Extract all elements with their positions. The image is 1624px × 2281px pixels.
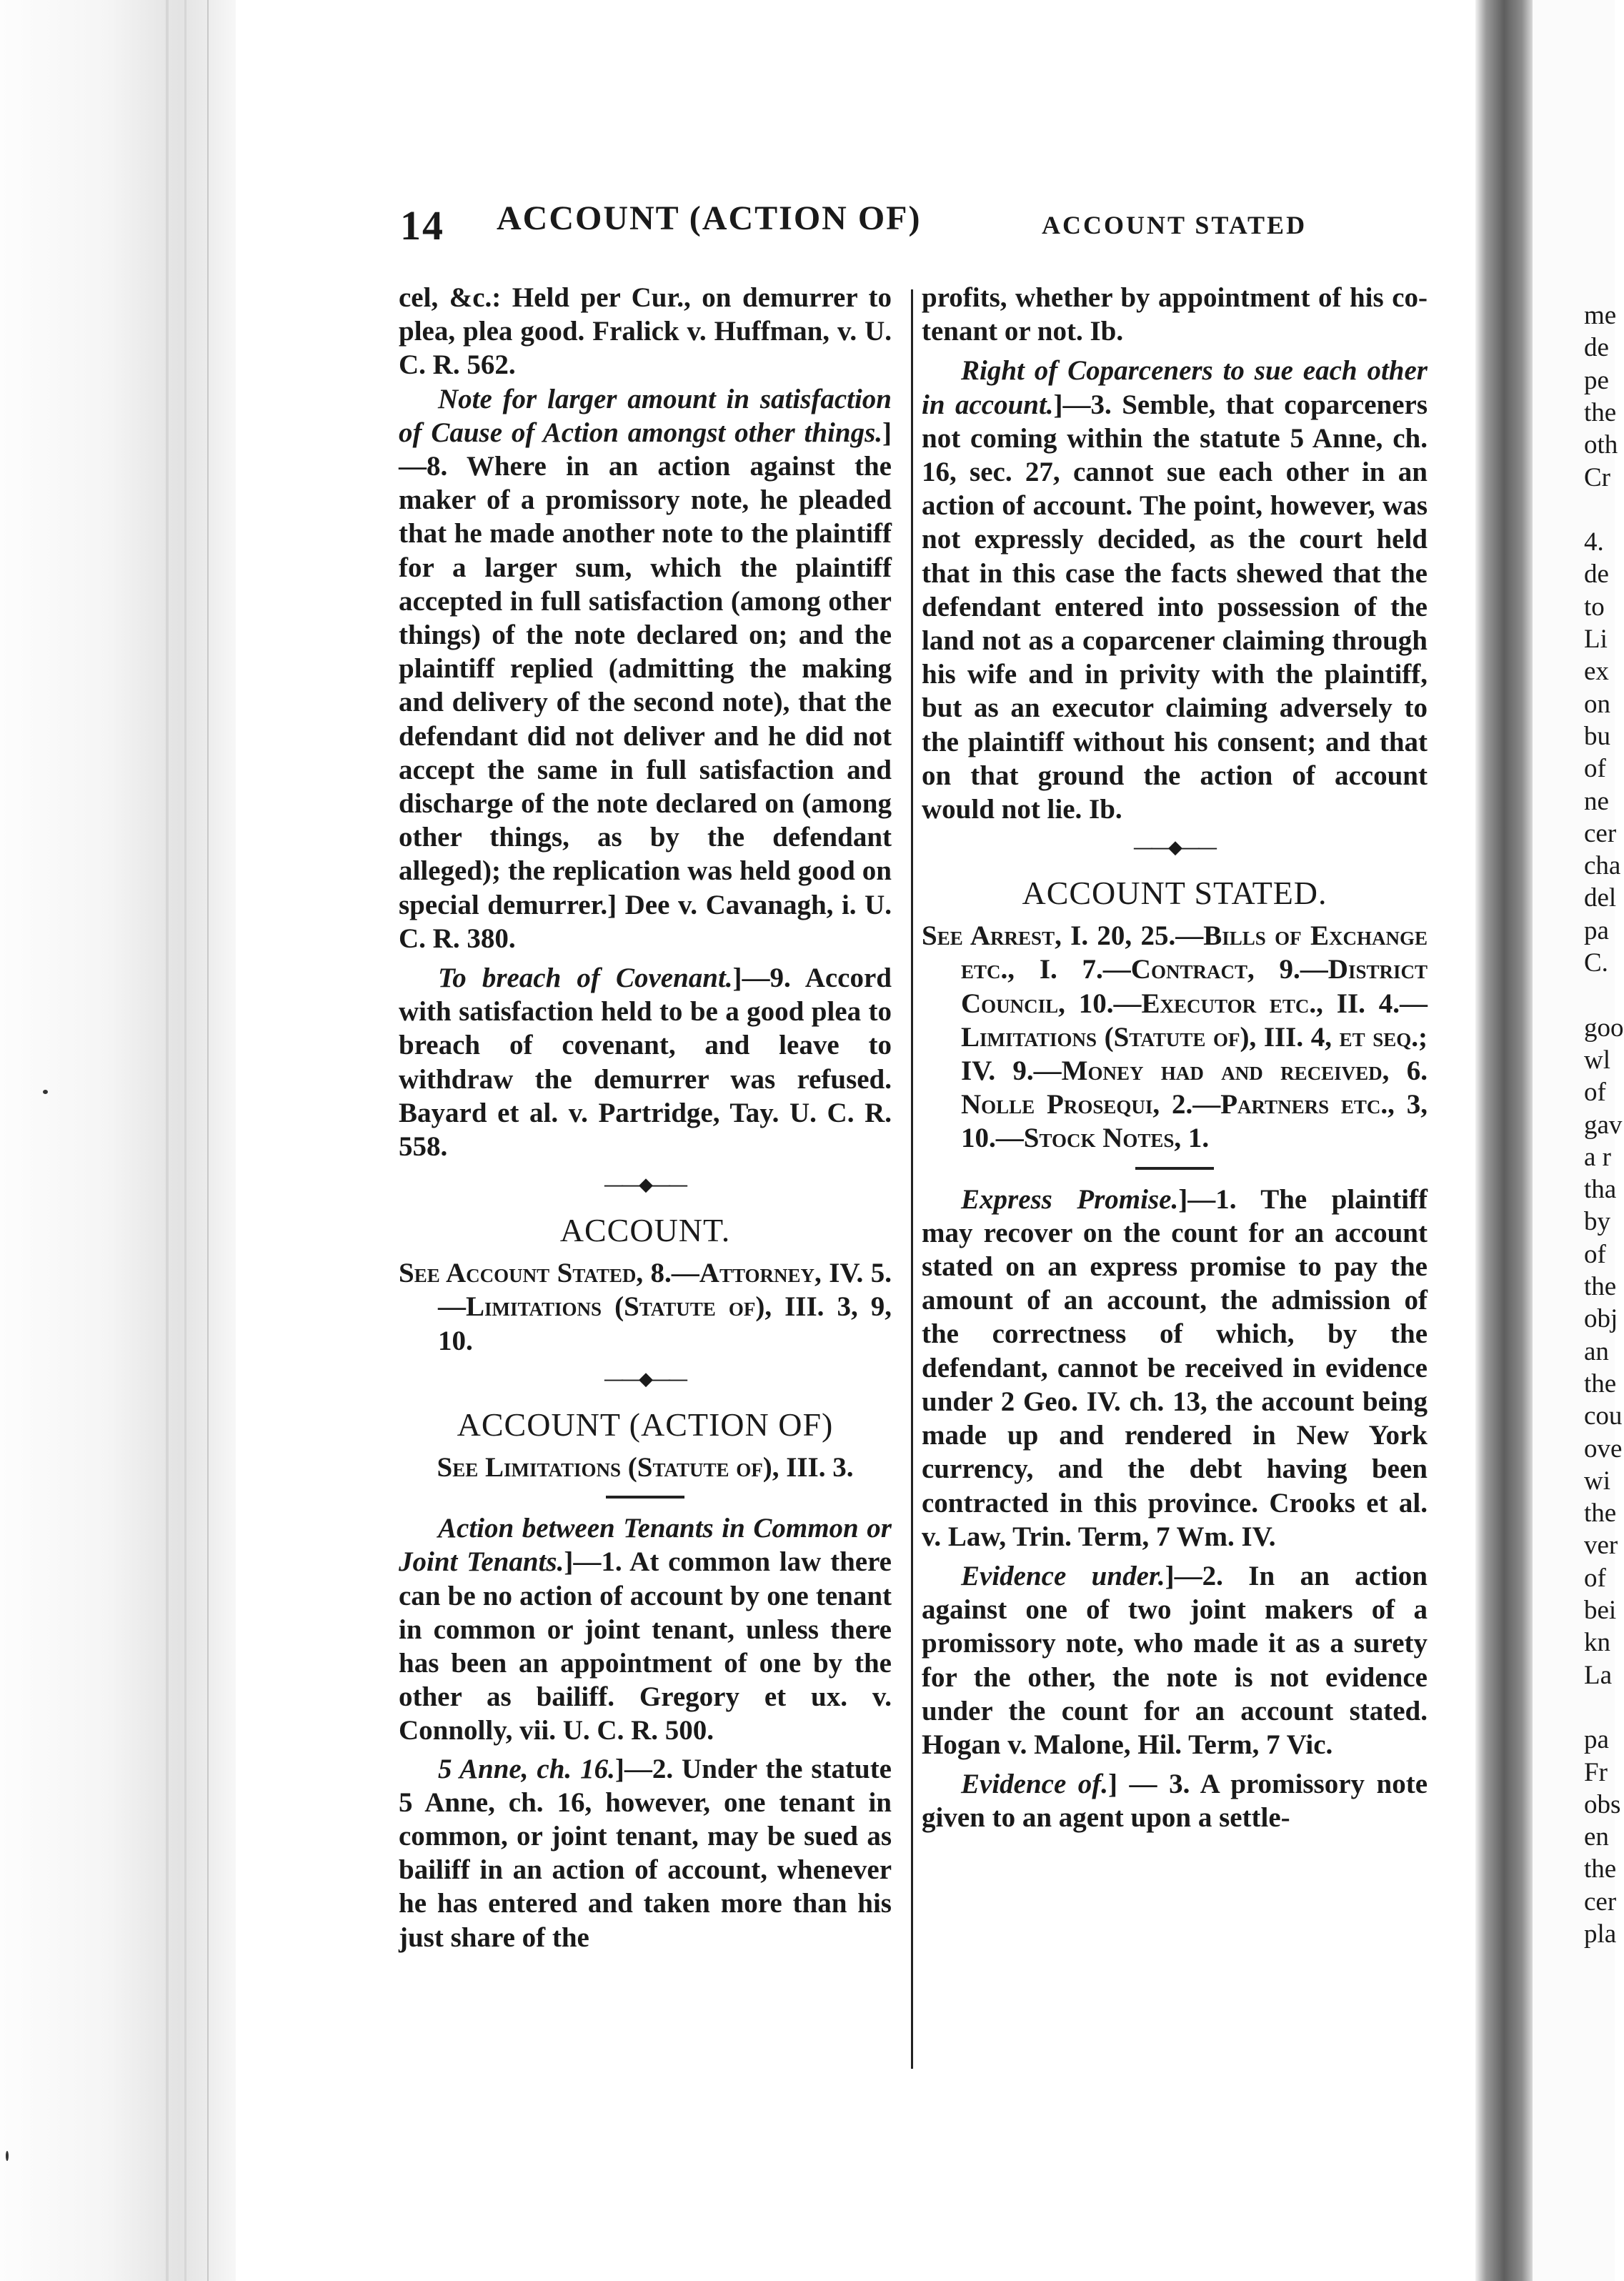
paragraph-express-promise xyxy=(922,1183,1428,1554)
entry-body: ]—1. At common law there can be no action of account by one tenant in common or joint tenant, unless there has been an appointment of one by the other as bailiff. Gregory et ux. v. Connolly, vii. U. C. R. 500. xyxy=(399,1546,892,1746)
facing-page-line: oth xyxy=(1584,430,1618,460)
running-head-right: ACCOUNT STATED xyxy=(1042,211,1307,239)
left-column xyxy=(399,281,892,1954)
facing-page-line: kn xyxy=(1584,1628,1610,1658)
facing-page-line: de xyxy=(1584,333,1609,363)
entry-title: Evidence under. xyxy=(961,1560,1165,1591)
facing-page-line: pla xyxy=(1584,1919,1617,1949)
paragraph-continued: profits, whether by appointment of his co-tenant or not. Ib. xyxy=(922,282,1428,347)
column-divider xyxy=(911,289,913,2069)
right-column xyxy=(922,281,1428,1835)
section-rule xyxy=(1135,1167,1214,1170)
facing-page-line: pa xyxy=(1584,915,1609,945)
facing-page-line: wi xyxy=(1584,1466,1610,1496)
entry-title: Evidence of. xyxy=(961,1769,1109,1800)
facing-page-line: pa xyxy=(1584,1725,1609,1755)
section-heading-account: ACCOUNT. xyxy=(559,1212,731,1249)
entry-body: ]—3. Semble, that coparceners not coming within the statute 5 Anne, ch. 16, sec. 27, cannot sue each other in an action of account. The point, however, was not expressly decided, as the court held that in this case the facts shewed that the defendant entered into possession of the land not as a coparcener claiming through his wife and in privity with the plaintiff, but as an executor claiming adversely to the plaintiff without his consent; and that on that ground the action of account would not lie. Ib. xyxy=(922,389,1428,825)
facing-page-line: of xyxy=(1584,1078,1606,1108)
paper-speck xyxy=(6,2151,9,2161)
entry-title: 5 Anne, ch. 16. xyxy=(438,1753,615,1784)
paragraph-anne xyxy=(399,1752,892,1954)
facing-page-line: de xyxy=(1584,560,1609,590)
entry-body: ]—2. Under the statute 5 Anne, ch. 16, however, one tenant in common, or joint tenant, may be sued as bailiff in an action of account, whenever he has entered and taken more than his just share of the xyxy=(399,1753,892,1953)
facing-page-line: obj xyxy=(1584,1304,1618,1334)
entry-body: ]—1. The plaintiff may recover on the count for an account stated on an express promise to pay the amount of an account, the admission of the correctness of which, by the defendant, cannot be received in evidence under 2 Geo. IV. ch. 13, the account being made up and rendered in New York currency, and the debt having been contracted in this province. Crooks et al. v. Law, Trin. Term, 7 Wm. IV. xyxy=(922,1183,1428,1552)
facing-page-line: ver xyxy=(1584,1531,1618,1561)
facing-page-line: Li xyxy=(1584,625,1608,654)
facing-page-line: bei xyxy=(1584,1596,1617,1625)
page-number: 14 xyxy=(400,202,444,249)
section-heading-account-stated: ACCOUNT STATED. xyxy=(1022,875,1327,912)
paragraph-coparceners xyxy=(922,354,1428,826)
binding-line xyxy=(184,0,186,2281)
paragraph-covenant xyxy=(399,961,892,1163)
facing-page-line: an xyxy=(1584,1336,1609,1366)
facing-page-line: wl xyxy=(1584,1045,1610,1075)
facing-page-line: en xyxy=(1584,1822,1609,1852)
facing-page-line: ove xyxy=(1584,1433,1623,1463)
right-binding-shadow xyxy=(1475,0,1533,2281)
entry-title: Express Promise. xyxy=(961,1183,1179,1215)
left-margin-shadow xyxy=(0,0,236,2281)
cross-reference: See Account Stated, 8.—Attorney, IV. 5.—Limitations (Statute of), III. 3, 9, 10. xyxy=(399,1258,892,1356)
facing-page-line: pe xyxy=(1584,365,1609,395)
facing-page-line: of xyxy=(1584,1563,1606,1593)
facing-page-edge xyxy=(1533,0,1624,2281)
facing-page-line: ne xyxy=(1584,786,1609,816)
facing-page-line: La xyxy=(1584,1660,1613,1690)
paper-speck xyxy=(43,1090,48,1094)
paragraph-note xyxy=(399,382,892,955)
section-rule xyxy=(606,1496,684,1499)
facing-page-line: C. xyxy=(1584,948,1608,978)
facing-page-line: goo xyxy=(1584,1013,1624,1043)
facing-page-line: obs xyxy=(1584,1789,1621,1819)
entry-body: ] — 3. A promissory note given to an agent upon a settle- xyxy=(922,1769,1428,1834)
cross-reference: See Arrest, I. 20, 25.—Bills of Exchange etc., I. 7.—Contract, 9.—District Council, 10.—Executor etc., II. 4.—Limitations (Statute of), III. 4, et seq.; IV. 9.—Money had and received, 6. Nolle Prosequi, 2.—Partners etc., 3, 10.—Stock Notes, 1. xyxy=(922,920,1428,1154)
facing-page-line: the xyxy=(1584,1272,1617,1301)
facing-page-line: Fr xyxy=(1584,1757,1608,1787)
facing-page-line: Cr xyxy=(1584,462,1610,492)
section-heading-action: ACCOUNT (ACTION OF) xyxy=(457,1406,834,1443)
facing-page-line: bu xyxy=(1584,721,1610,751)
paragraph-intro: cel, &c.: Held per Cur., on demurrer to plea, plea good. Fralick v. Huffman, v. U. C. R. 562. xyxy=(399,282,892,381)
entry-body: ]—2. In an action against one of two joint makers of a promissory note, who made it as a surety for the other, the note is not evidence under the count for an account stated. Hogan v. Malone, Hil. Term, 7 Vic. xyxy=(922,1560,1428,1760)
section-ornament: ——◆—— xyxy=(1134,837,1215,858)
facing-page-line: cou xyxy=(1584,1401,1623,1431)
entry-title: Note for larger amount in satisfaction of Cause of Action amongst other things. xyxy=(399,383,892,448)
section-ornament: ——◆—— xyxy=(604,1174,686,1196)
facing-page-line: by xyxy=(1584,1207,1610,1237)
paragraph-evidence-of xyxy=(922,1767,1428,1834)
entry-body: ]—9. Accord with satisfaction held to be a good plea to breach of covenant, and leave to withdraw the demurrer was refused. Bayard et al. v. Partridge, Tay. U. C. R. 558. xyxy=(399,963,892,1163)
facing-page-line: tha xyxy=(1584,1175,1617,1205)
facing-page-line: of xyxy=(1584,754,1606,784)
facing-page-line: the xyxy=(1584,1368,1617,1398)
cross-reference: See Limitations (Statute of), III. 3. xyxy=(437,1451,854,1483)
facing-page-line: ex xyxy=(1584,657,1609,687)
binding-line xyxy=(166,0,169,2281)
facing-page-line: cer xyxy=(1584,818,1617,848)
facing-page-line: on xyxy=(1584,689,1610,719)
section-ornament: ——◆—— xyxy=(604,1368,686,1389)
facing-page-line: del xyxy=(1584,883,1617,913)
running-head-left: ACCOUNT (ACTION OF) xyxy=(497,199,922,237)
entry-title: To breach of Covenant. xyxy=(438,963,733,994)
facing-page-line: of xyxy=(1584,1239,1606,1269)
facing-page-line: the xyxy=(1584,1854,1617,1884)
facing-page-line: to xyxy=(1584,592,1605,622)
facing-page-line: 4. xyxy=(1584,527,1604,557)
facing-page-line: the xyxy=(1584,397,1617,427)
facing-page-line: cha xyxy=(1584,851,1621,881)
facing-page-line: a r xyxy=(1584,1142,1611,1172)
facing-page-line: me xyxy=(1584,301,1617,330)
entry-title: Right of Coparceners to sue each other in account. xyxy=(922,355,1428,420)
facing-page-line: gav xyxy=(1584,1110,1623,1140)
paragraph-evidence-under xyxy=(922,1559,1428,1761)
binding-line xyxy=(207,0,209,2281)
facing-page-line: the xyxy=(1584,1499,1617,1529)
facing-page-line: cer xyxy=(1584,1887,1617,1917)
paragraph-tenants xyxy=(399,1511,892,1747)
entry-title: Action between Tenants in Common or Joint Tenants. xyxy=(399,1513,892,1578)
entry-body: ]—8. Where in an action against the maker of a promissory note, he pleaded that he made another note to the plaintiff for a larger sum, which the plaintiff accepted in full satisfaction (among other things) of the note declared on; and the plaintiff replied (admitting the making and delivery of the second note), that the defendant did not deliver and he did not accept the same in full satisfaction and discharge of the note declared on (among other things, as by the defendant alleged); the replication was held good on special demurrer.] Dee v. Cavanagh, i. U. C. R. 380. xyxy=(399,417,892,954)
